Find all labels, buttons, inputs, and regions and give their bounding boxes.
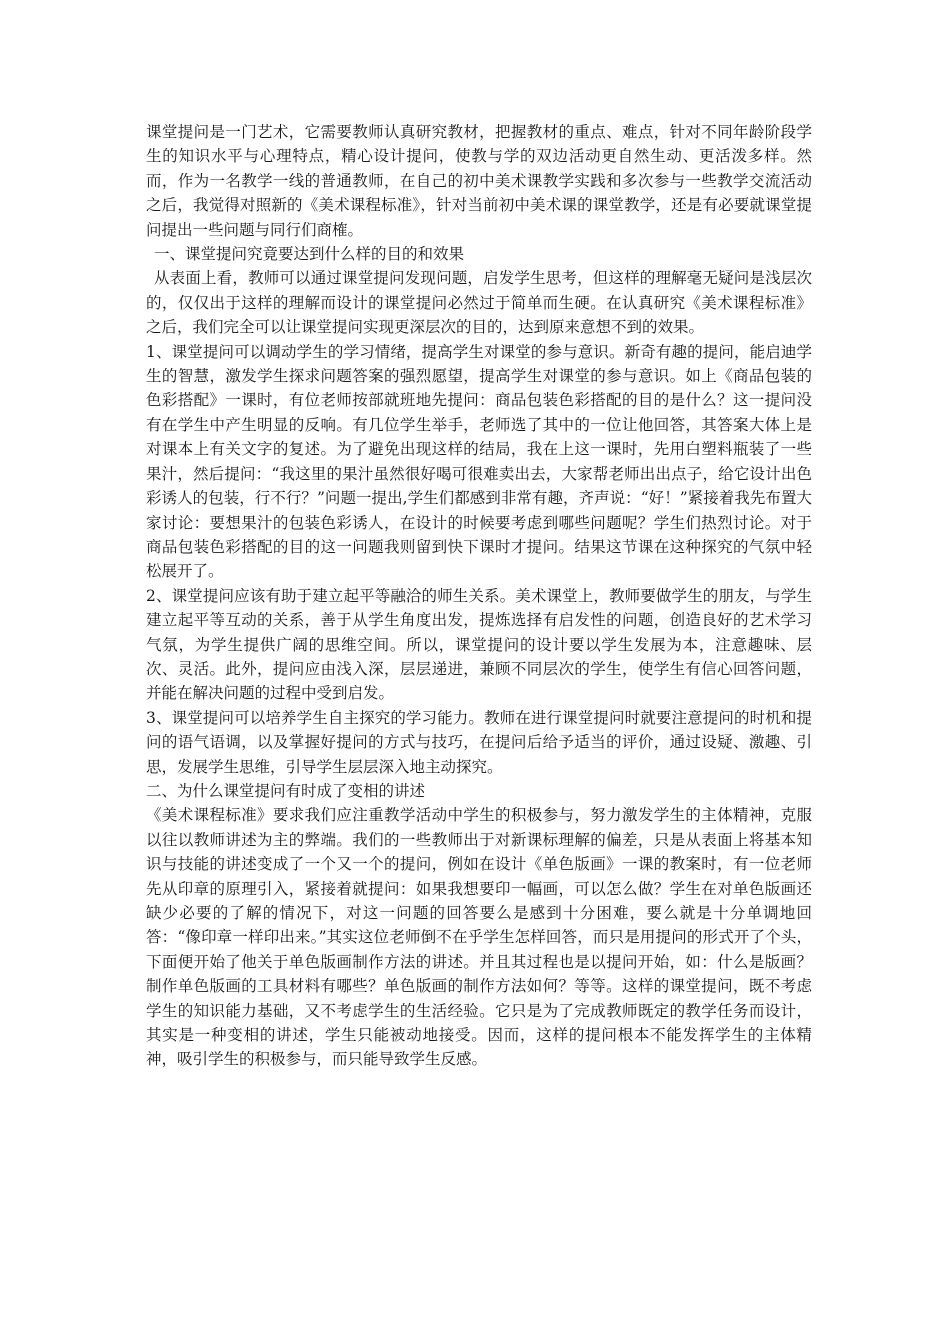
point-3-paragraph: 3、课堂提问可以培养学生自主探究的学习能力。教师在进行课堂提问时就要注意提问的时机和提问的语气语调，以及掌握好提问的方式与技巧，在提问后给予适当的评价，通过设疑、激趣、引思，发展学生思维，引导学生层层深入地主动探究。 <box>146 708 812 776</box>
point-2-paragraph: 2、课堂提问应该有助于建立起平等融洽的师生关系。美术课堂上，教师要做学生的朋友，与学生建立起平等互动的关系，善于从学生角度出发，提炼选择有启发性的问题，创造良好的艺术学习气氛，为学生提供广阔的思维空间。所以，课堂提问的设计要以学生发展为本，注意趣味、层次、灵活。此外，提问应由浅入深，层层递进，兼顾不同层次的学生，使学生有信心回答问题，并能在解决问题的过程中受到启发。 <box>146 586 812 703</box>
document-body <box>146 120 812 1072</box>
intro-paragraph: 课堂提问是一门艺术，它需要教师认真研究教材，把握教材的重点、难点，针对不同年龄阶段学生的知识水平与心理特点，精心设计提问，使教与学的双边活动更自然生动、更活泼多样。然而，作为一名教学一线的普通教师，在自己的初中美术课教学实践和多次参与一些教学交流活动之后，我觉得对照新的《美术课程标准》，针对当前初中美术课的课堂教学，还是有必要就课堂提问提出一些问题与同行们商榷。 <box>146 123 812 239</box>
section-heading-1: 一、课堂提问究竟要达到什么样的目的和效果 <box>154 245 465 264</box>
section-heading-2: 二、为什么课堂提问有时成了变相的讲述 <box>146 781 426 800</box>
section-2-paragraph: 《美术课程标准》要求我们应注重教学活动中学生的积极参与，努力激发学生的主体精神，克服以往以教师讲述为主的弊端。我们的一些教师出于对新课标理解的偏差，只是从表面上将基本知识与技能的讲述变成了一个又一个的提问，例如在设计《单色版画》一课的教案时，有一位老师先从印章的原理引入，紧接着就提问：如果我想要印一幅画，可以怎么做？学生在对单色版画还缺少必要的了解的情况下，对这一问题的回答要么是感到十分困难，要么就是十分单调地回答：“像印章一样印出来。”其实这位老师倒不在乎学生怎样回答，而只是用提问的形式开了个头，下面便开始了他关于单色版画制作方法的讲述。并且其过程也是以提问开始，如：什么是版画？制作单色版画的工具材料有哪些？单色版画的制作方法如何？等等。这样的课堂提问，既不考虑学生的知识能力基础，又不考虑学生的生活经验。它只是为了完成教师既定的教学任务而设计，其实是一种变相的讲述，学生只能被动地接受。因而，这样的提问根本不能发挥学生的主体精神，吸引学生的积极参与，而只能导致学生反感。 <box>146 806 812 1069</box>
section-1-intro-paragraph: 从表面上看，教师可以通过课堂提问发现问题，启发学生思考，但这样的理解毫无疑问是浅层次的，仅仅出于这样的理解而设计的课堂提问必然过于简单而生硬。在认真研究《美术课程标准》之后，我们完全可以让课堂提问实现更深层次的目的，达到原来意想不到的效果。 <box>146 269 812 337</box>
point-1-paragraph: 1、课堂提问可以调动学生的学习情绪，提高学生对课堂的参与意识。新奇有趣的提问，能启迪学生的智慧，激发学生探求问题答案的强烈愿望，提高学生对课堂的参与意识。如上《商品包装的色彩搭配》一课时，有位老师按部就班地先提问：商品包装色彩搭配的目的是什么？这一提问没有在学生中产生明显的反响。有几位学生举手，老师选了其中的一位让他回答，其答案大体上是对课本上有关文字的复述。为了避免出现这样的结局，我在上这一课时，先用白塑料瓶装了一些果汁，然后提问：“我这里的果汁虽然很好喝可很难卖出去，大家帮老师出出点子，给它设计出色彩诱人的包装，行不行？”问题一提出,学生们都感到非常有趣，齐声说：“好！”紧接着我先布置大家讨论：要想果汁的包装色彩诱人，在设计的时候要考虑到哪些问题呢？学生们热烈讨论。对于商品包装色彩搭配的目的这一问题我则留到快下课时才提问。结果这节课在这种探究的气氛中轻松展开了。 <box>146 342 812 581</box>
